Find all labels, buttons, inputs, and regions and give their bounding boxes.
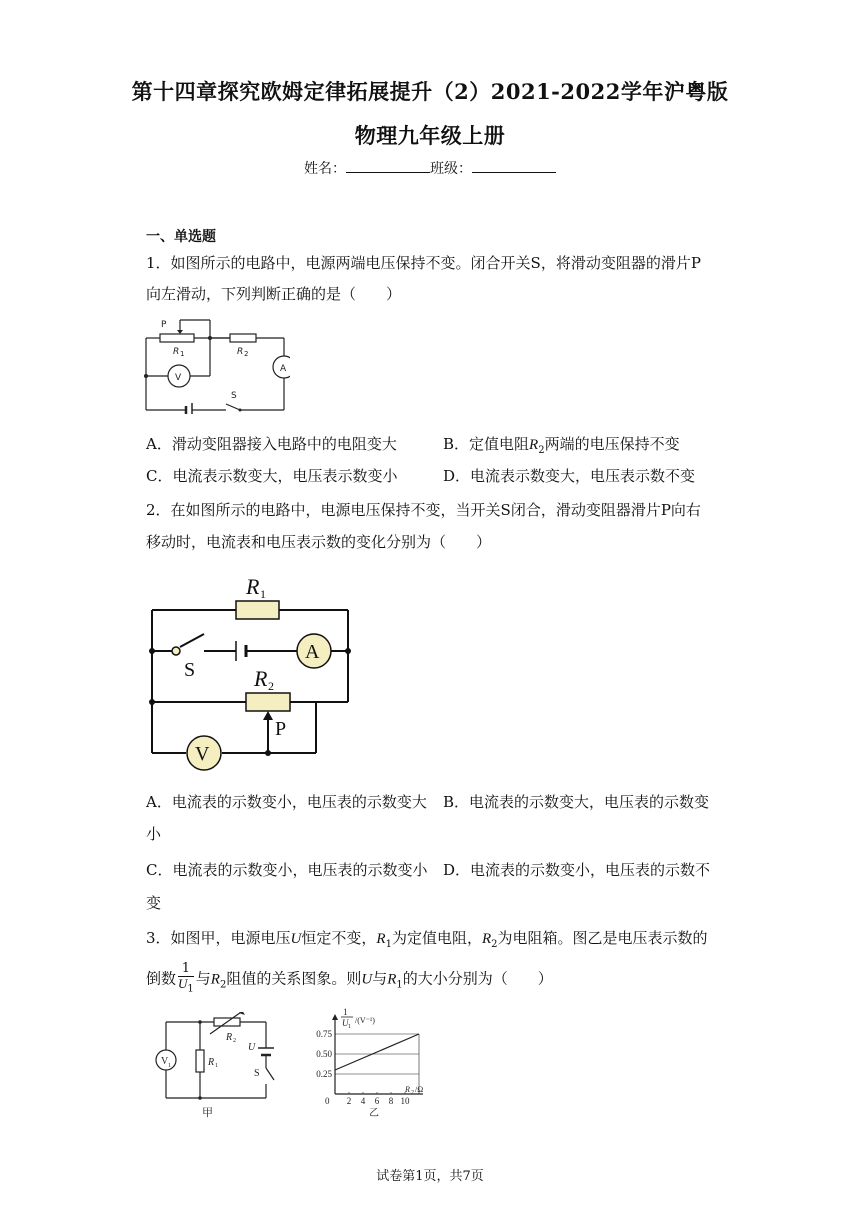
q2-label-R1-sub: 1 (260, 587, 266, 601)
q2-option-A[interactable]: A．电流表的示数变小，电压表的示数变大 (146, 793, 427, 811)
q1-voltmeter-label: V (175, 373, 182, 383)
chart-series-line (335, 1034, 419, 1070)
q1-option-B-R: R (529, 437, 539, 453)
q3-text-5: 倒数 (146, 969, 177, 988)
chart-origin: 0 (325, 1096, 330, 1106)
q1-switch-label: S (231, 391, 237, 401)
q2-option-B[interactable]: B．电流表的示数变大，电压表的示数变 (443, 793, 710, 811)
name-blank[interactable] (346, 160, 430, 173)
chart-xlabel-sub: 2 (411, 1090, 414, 1096)
chart-yunit: /(V⁻¹) (355, 1016, 375, 1025)
q2-option-D-cont: 变 (146, 894, 162, 912)
q1-option-B-post: 两端的电压保持不变 (544, 435, 680, 453)
q2-label-R2-sub: 2 (268, 679, 274, 693)
chart-y-tick-label: 0.75 (316, 1029, 332, 1039)
q1-option-B-pre: B．定值电阻 (443, 435, 530, 453)
page-footer: 试卷第1页，共7页 (376, 1169, 484, 1184)
q1-line1: 1．如图所示的电路中，电源两端电压保持不变。闭合开关S，将滑动变阻器的滑片P (146, 254, 701, 272)
q2-circuit-diagram (146, 570, 361, 780)
q3-U: U (290, 931, 302, 947)
q3-fig-R2-sub: 2 (233, 1038, 236, 1044)
name-label: 姓名： (304, 161, 346, 177)
q1-label-R1-sub: 1 (180, 350, 185, 358)
chart-xunit: /Ω (415, 1085, 424, 1094)
q3-fraction-den (178, 977, 194, 997)
q3-U2: U (361, 971, 373, 988)
q1-option-C[interactable]: C．电流表示数变大，电压表示数变小 (146, 467, 398, 485)
q3-fig-R2: R (226, 1032, 233, 1043)
q1-option-A[interactable]: A．滑动变阻器接入电路中的电阻变大 (146, 435, 397, 453)
q3-line1 (146, 928, 708, 955)
q3-text-1: 3．如图甲，电源电压 (146, 929, 291, 947)
chart-x-tick-label: 6 (374, 1096, 380, 1106)
chart-y-tick-label: 0.50 (316, 1049, 332, 1059)
q3-text-2: 恒定不变， (301, 929, 377, 947)
q1-label-R2: R (237, 347, 244, 357)
q1-label-R1: R (173, 347, 180, 357)
q2-option-D[interactable]: D．电流表的示数变小，电压表的示数不 (443, 861, 711, 879)
q3-fig-jia: 甲 (202, 1107, 213, 1119)
chart-ylabel: U (342, 1018, 349, 1028)
name-class-bar (0, 158, 860, 178)
q1-circuit-diagram (140, 314, 290, 414)
q1-option-D[interactable]: D．电流表示数变大，电压表示数不变 (443, 467, 696, 485)
q3-circuit-diagram-jia (148, 1012, 278, 1122)
q3-line2 (146, 962, 553, 997)
class-label: 班级： (430, 161, 472, 177)
q3-text-9: 的大小分别为（ ） (402, 969, 553, 988)
class-blank[interactable] (472, 160, 556, 173)
q2-line1: 2．在如图所示的电路中，电源电压保持不变，当开关S闭合，滑动变阻器滑片P向右 (146, 501, 701, 519)
q2-label-R2: R (254, 666, 268, 691)
q3-text-4: 为电阻箱。图乙是电压表示数的 (497, 929, 708, 947)
page-title-line2: 物理九年级上册 (354, 123, 506, 148)
section-title: 一、单选题 (146, 229, 216, 245)
q1-option-B[interactable] (443, 434, 680, 461)
q3-R1b: R (387, 971, 397, 988)
q2-switch-label: S (184, 659, 196, 681)
q1-option-B-sub: 2 (538, 445, 545, 456)
q1-ammeter-label: A (280, 364, 287, 374)
chart-y-arrow (332, 1014, 338, 1020)
q1-label-R2-sub: 2 (244, 350, 249, 358)
q3-R2b-sub: 2 (219, 979, 227, 991)
chart-x-tick-label: 8 (388, 1096, 394, 1106)
chart-xlabel: R (405, 1085, 410, 1094)
q2-line2: 移动时，电流表和电压表示数的变化分别为（ ） (146, 533, 492, 551)
chart-x-tick-label: 2 (346, 1096, 352, 1106)
chart-caption-yi: 乙 (369, 1108, 379, 1119)
q3-fraction (178, 962, 194, 997)
chart-y-tick-label: 0.25 (316, 1069, 332, 1079)
chart-x-tick-label: 4 (360, 1096, 366, 1106)
q3-R1: R (376, 931, 386, 947)
q2-option-B-cont: 小 (146, 825, 162, 843)
q2-label-P: P (275, 718, 287, 740)
q2-option-C[interactable]: C．电流表的示数变小，电压表的示数变小 (146, 861, 428, 879)
q3-R2b: R (210, 971, 220, 988)
q3-fraction-num: 1 (178, 962, 194, 977)
q2-label-R1: R (246, 574, 260, 599)
q3-fig-S: S (254, 1068, 260, 1079)
q3-fig-R1-sub: 1 (215, 1063, 218, 1069)
q2-voltmeter-label: V (195, 743, 210, 765)
q3-text-8: 与 (372, 969, 388, 988)
page-title-line1: 第十四章探究欧姆定律拓展提升（2）2021-2022学年沪粤版 (131, 79, 729, 104)
chart-ylabel-num: 1 (343, 1007, 348, 1017)
q3-R2-sub: 2 (491, 939, 498, 950)
chart-ylabel-sub: 1 (348, 1024, 351, 1030)
q3-fraction-sub: 1 (187, 983, 194, 995)
q3-fraction-U: U (178, 976, 188, 991)
q3-voltmeter-label: V (161, 1056, 169, 1067)
q3-text-7: 阻值的关系图象。则 (226, 969, 362, 988)
q3-text-3: 为定值电阻， (391, 929, 482, 947)
q3-fig-R1: R (208, 1057, 215, 1068)
q3-R1b-sub: 1 (396, 979, 403, 991)
q3-graph-yi (315, 1006, 445, 1131)
q3-R2: R (481, 931, 492, 947)
q3-fig-U: U (248, 1042, 256, 1053)
q3-voltmeter-sub: 1 (168, 1063, 171, 1069)
q3-text-6: 与 (195, 969, 211, 988)
chart-x-tick-label: 10 (400, 1096, 410, 1106)
q1-label-P: P (161, 320, 167, 330)
q1-line2: 向左滑动，下列判断正确的是（ ） (146, 285, 402, 303)
q3-R1-sub: 1 (385, 939, 392, 950)
q2-ammeter-label: A (305, 641, 320, 663)
